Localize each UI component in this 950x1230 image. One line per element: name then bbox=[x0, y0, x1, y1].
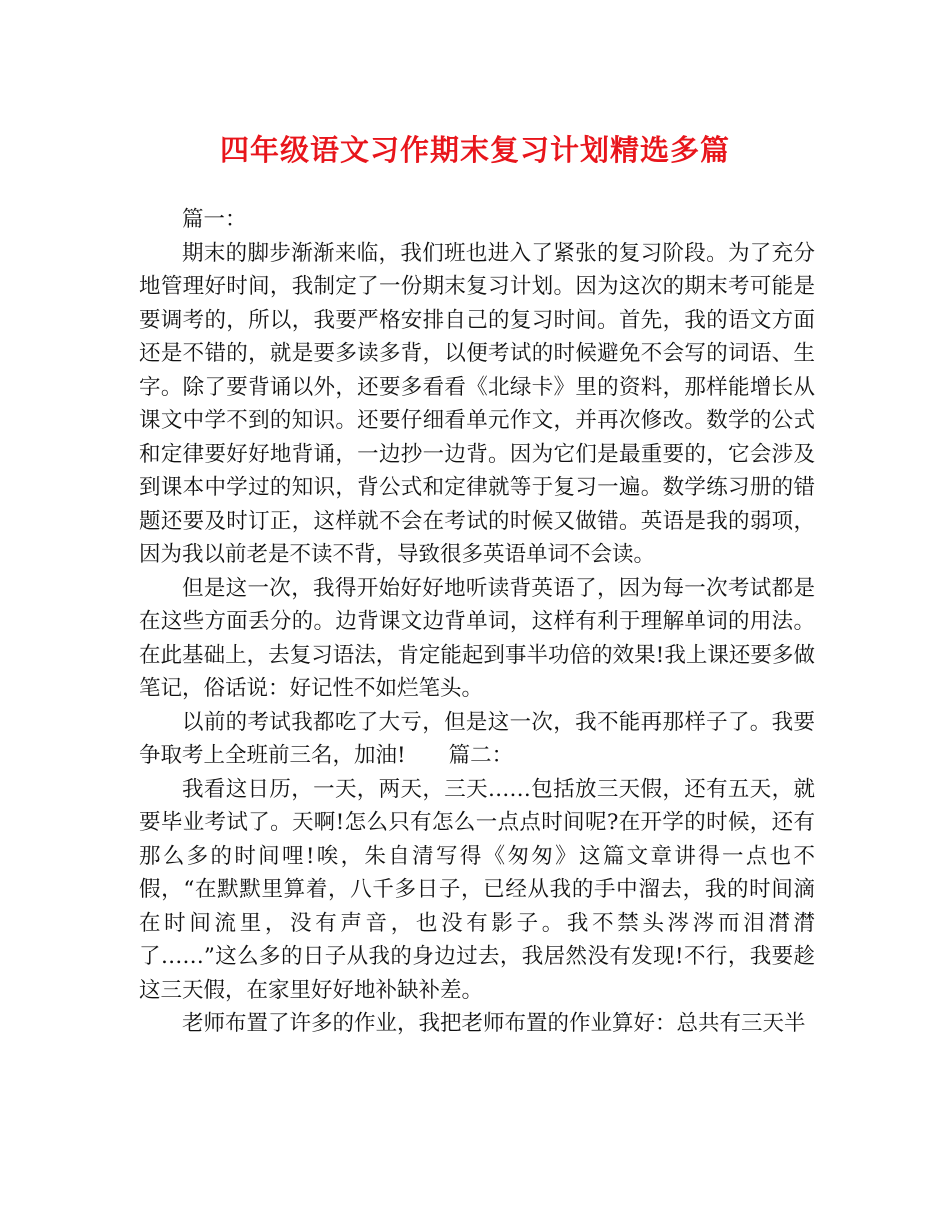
paragraph-3-text: 以前的考试我都吃了大亏，但是这一次，我不能再那样子了。我要争取考上全班前三名，加油! bbox=[139, 709, 815, 768]
section-one-heading: 篇一： bbox=[182, 207, 247, 232]
document-body bbox=[139, 203, 815, 1041]
paragraph-1: 期末的脚步渐渐来临，我们班也进入了紧张的复习阶段。为了充分地管理好时间，我制定了一份期末复习计划。因为这次的期末考可能是要调考的，所以，我要严格安排自己的复习时间。首先，我的语文方面还是不错的，就是要多读多背，以便考试的时候避免不会写的词语、生字。除了要背诵以外，还要多看看《北绿卡》里的资料，那样能增长从课文中学不到的知识。还要仔细看单元作文，并再次修改。数学的公式和定律要好好地背诵，一边抄一边背。因为它们是最重要的，它会涉及到课本中学过的知识，背公式和定律就等于复习一遍。数学练习册的错题还要及时订正，这样就不会在考试的时候又做错。英语是我的弱项，因为我以前老是不读不背，导致很多英语单词不会读。 bbox=[139, 240, 815, 567]
paragraph-3 bbox=[139, 706, 815, 773]
paragraph-5: 老师布置了许多的作业，我把老师布置的作业算好：总共有三天半 bbox=[182, 1011, 806, 1036]
document-title: 四年级语文习作期末复习计划精选多篇 bbox=[219, 133, 730, 167]
section-two-heading: 篇二： bbox=[448, 743, 514, 768]
paragraph-4: 我看这日历，一天，两天，三天……包括放三天假，还有五天，就要毕业考试了。天啊!怎么只有怎么一点点时间呢?在开学的时候，还有那么多的时间哩!唉，朱自清写得《匆匆》这篇文章讲得一点也不假，“在默默里算着，八千多日子，已经从我的手中溜去，我的时间滴在时间流里，没有声音，也没有影子。我不禁头涔涔而泪潸潸了……”这么多的日子从我的身边过去，我居然没有发现!不行，我要趁这三天假，在家里好好地补缺补差。 bbox=[139, 776, 815, 1003]
paragraph-2: 但是这一次，我得开始好好地听读背英语了，因为每一次考试都是在这些方面丢分的。边背课文边背单词，这样有利于理解单词的用法。在此基础上，去复习语法，肯定能起到事半功倍的效果!我上课还要多做笔记，俗话说：好记性不如烂笔头。 bbox=[139, 575, 815, 701]
